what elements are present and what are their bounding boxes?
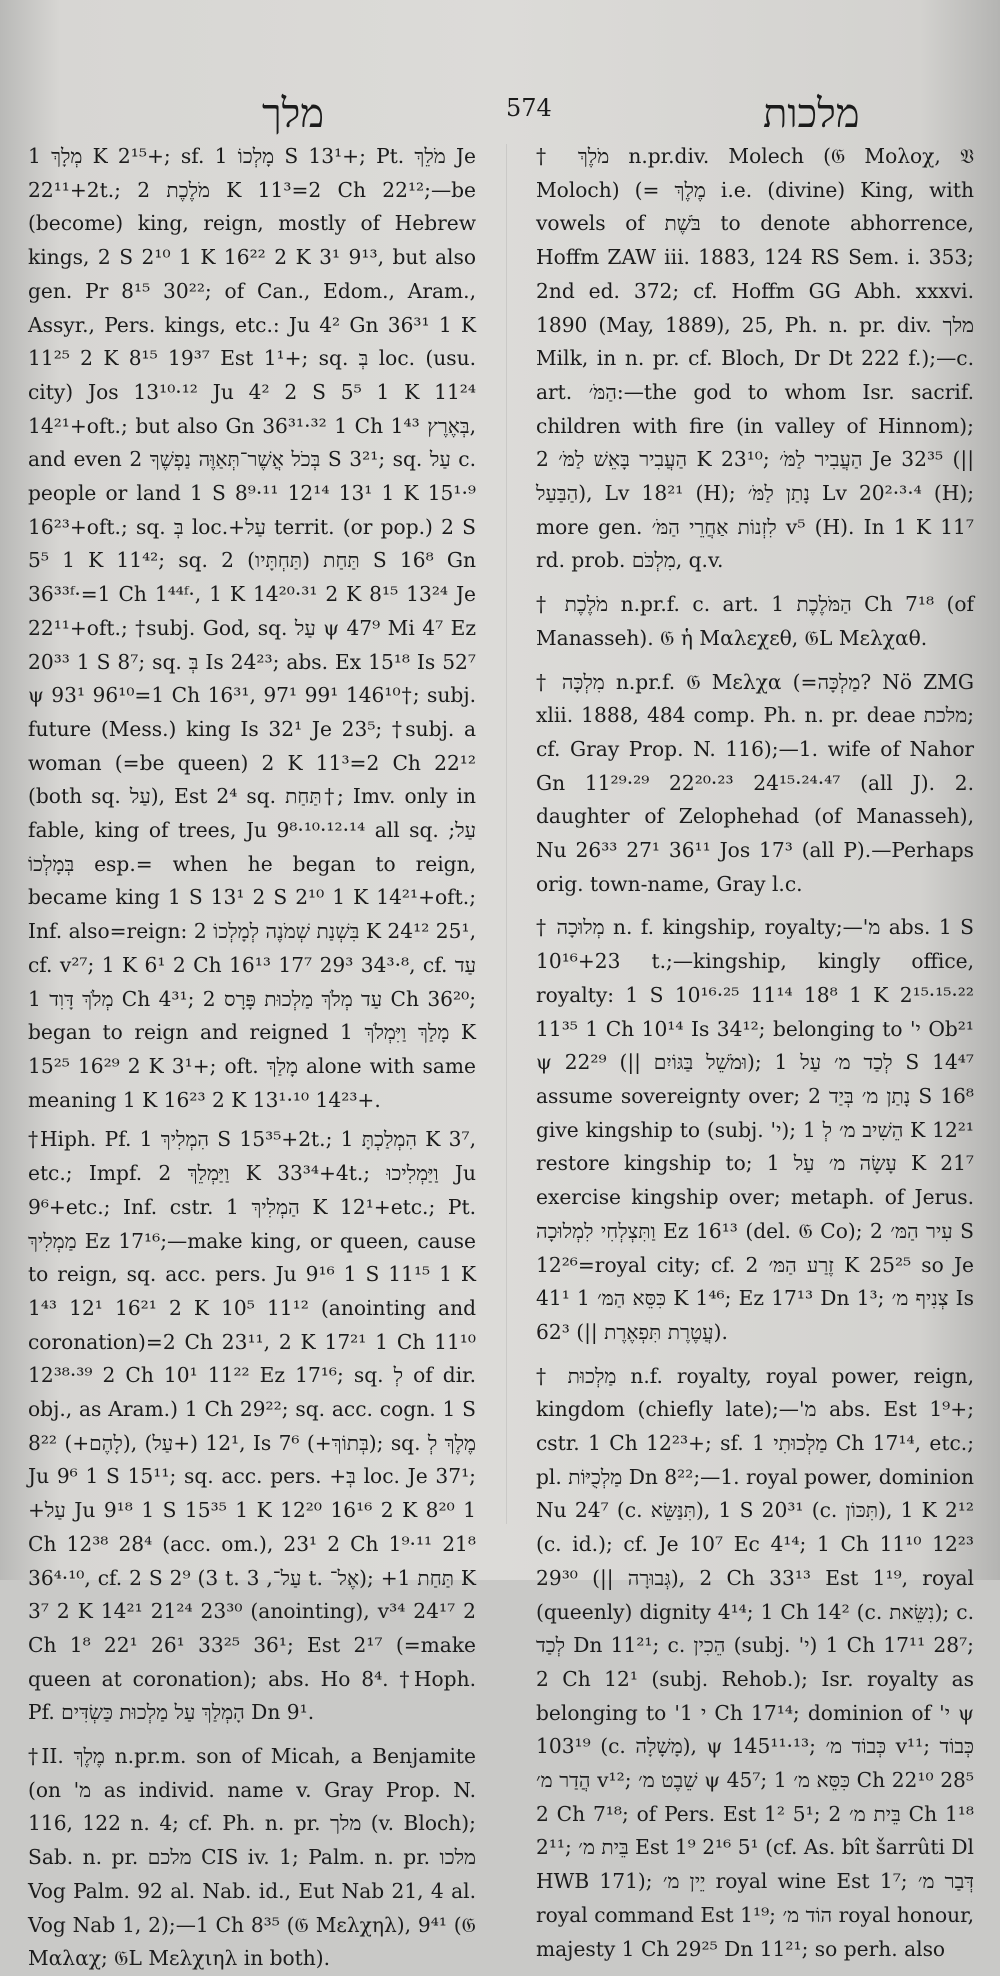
page-number: 574 <box>506 94 552 122</box>
entry-melek-pr-m: †II. מֶלֶךְ n.pr.m. son of Micah, a Benjamite (on 'מ as individ. name v. Gray Prop. N. 116, 122 n. 4; cf. Ph. n. pr. מלך (v. Bloch); Sab. n. pr. מלכם CIS iv. 1; Palm. n. pr. מלכו Vog Palm. 92 al. Nab. id., Eut Nab 21, 4 al. Vog Nab 1, 2);—1 Ch 8³⁵ (𝔊 Μελχηλ), 9⁴¹ (𝔊 Μαλαχ; 𝔊L Μελχιηλ in both). <box>28 1744 476 1971</box>
right-header-word: מלכות <box>763 91 860 137</box>
dictionary-page <box>28 24 976 1971</box>
entry-milkah: † מִלְכָּה n.pr.f. 𝔊 Μελχα (=מַלְכָּה? Nö ZMG xlii. 1888, 484 comp. Ph. n. pr. deae מלכת; cf. Gray Prop. N. 116);—1. wife of Nahor Gn 11²⁹·²⁹ 22²⁰·²³ 24¹⁵·²⁴·⁴⁷ (all J). 2. daughter of Zelophehad (of Manasseh), Nu 26³³ 27¹ 36¹¹ Jos 17³ (all P).—Perhaps orig. town-name, Gray l.c. <box>536 669 974 896</box>
entry-meluchah: † מְלוּכָה n. f. kingship, royalty;—'מ abs. 1 S 10¹⁶+23 t.;—kingship, kingly office, royalty: 1 S 10¹⁶·²⁵ 11¹⁴ 18⁸ 1 K 2¹⁵·¹⁵·²² 11³⁵ 1 Ch 10¹⁴ Is 34¹²; belonging to 'י Ob²¹ ψ 22²⁹ (|| וּמֹשֵׁל בַּגּוֹיִם); לְכַד מ׳ עַל 1 S 14⁴⁷ assume sovereignty over; נָתַן מ׳ בְּיַד 2 S 16⁸ give kingship to (subj. 'י); הֵשִׁיב מ׳ לְ 1 K 12²¹ restore kingship to; עָשָׂה מ׳ עַל 1 K 21⁷ exercise kingship over; metaph. of Jerus. וַתִּצְלְחִי לִמְלוּכָה Ez 16¹³ (del. 𝔊 Co); עִיר הַמּ׳ 2 S 12²⁶=royal city; cf. זֶרַע הַמּ׳ 2 K 25²⁵ so Je 41¹ כִּסֵּא הַמּ׳ 1 K 1⁴⁶; Ez 17¹³ Dn 1³; צְנִיף מ׳ Is 62³ (|| עֲטֶרֶת תִּפְאֶרֶת). <box>536 915 975 1344</box>
entry-molech: † מֹלֶךְ n.pr.div. Molech (𝔊 Μολοχ, 𝔙 Moloch) (= מֶלֶךְ i.e. (divine) King, with vowels of בֹּשֶׁת to denote abhorrence, Hoffm ZAW iii. 1883, 124 RS Sem. i. 353; 2nd ed. 372; cf. Hoffm GG Abh. xxxvi. 1890 (May, 1889), 25, Ph. n. pr. div. מלך Milk, in n. pr. cf. Bloch, Dr Dt 222 f.);—c. art. הַמֹּ׳:—the god to whom Isr. sacrif. children with fire (in valley of Hinnom); הַעֲבִיר בָּאֵשׁ לַמֹּ׳ 2 K 23¹⁰; הַעֲבִיר לַמֹּ׳ Je 32³⁵ (|| הַבַּעַל), Lv 18²¹ (H); נָתַן לַמֹּ׳ Lv 20²·³·⁴ (H); more gen. לִזְנוֹת אַחֲרֵי הַמֹּ׳ v⁵ (H). In 1 K 11⁷ rd. prob. מִלְכֹּם, q.v. <box>536 144 975 573</box>
column-divider <box>506 144 507 1524</box>
entry-malak-hiphil-hophal: †Hiph. Pf. הִמְלִיךְ 1 S 15³⁵+2t.; הִמְלַכְתָּ 1 K 3⁷, etc.; Impf. וַיַּמְלֵךְ 2 K 33³⁴+4t.; וַיַּמְלִיכוּ Ju 9⁶+etc.; Inf. cstr. הַמְלִיךְ 1 K 12¹+etc.; Pt. מַמְלִיךְ Ez 17¹⁶;—make king, or queen, cause to reign, sq. acc. pers. Ju 9¹⁶ 1 S 11¹⁵ 1 K 1⁴³ 12¹ 16²¹ 2 K 10⁵ 11¹² (anointing and coronation)=2 Ch 23¹¹, 2 K 17²¹ 1 Ch 11¹⁰ 12³⁸·³⁹ 2 Ch 10¹ 11²² Ez 17¹⁶; sq. לְ of dir. obj., as Aram.) 1 Ch 29²²; sq. acc. cogn. 1 S 8²² (+לָהֶם), 12¹ (+עַל), Is 7⁶ (+בְּתוֹךְ); sq. מֶלֶךְ לְ Ju 9⁶ 1 S 15¹¹; sq. acc. pers. +בְּ loc. Je 37¹; +עַל Ju 9¹⁸ 1 S 15³⁵ 1 K 12²⁰ 16¹⁶ 2 K 8²⁰ 1 Ch 12³⁸ 28⁴ (acc. om.), 23¹ 2 Ch 1⁹·¹¹ 21⁸ 36⁴·¹⁰, cf. 2 S 2⁹ (3 t. עַל־, 3 t. אֶל־); +תַּחַת 1 K 3⁷ 2 K 14²¹ 21²⁴ 23³⁰ (anointing), v³⁴ 24¹⁷ 2 Ch 1⁸ 22¹ 26¹ 33²⁵ 36¹; Est 2¹⁷ (=make queen at coronation); abs. Ho 8⁴. †Hoph. Pf. הָמְלַךְ עַל מַלְכוּת כַּשְׂדִּים Dn 9¹. <box>28 1127 477 1725</box>
entry-molecheth: † מֹלֶכֶת n.pr.f. c. art. הַמֹּלֶכֶת 1 Ch 7¹⁸ (of Manasseh). 𝔊 ἡ Μαλεχεθ, 𝔊L Μελχαθ. <box>536 592 974 650</box>
entry-malak-qal-continued: מְלָךְ 1 K 2¹⁵+; sf. מָלְכוֹ 1 S 13¹+; Pt. מֹלֵךְ Je 22¹¹+2t.; מֹלֶכֶת 2 K 11³=2 Ch 22¹²;—be (become) king, reign, mostly of Hebrew kings, 2 S 2¹⁰ 1 K 16²² 2 K 3¹ 9¹³, but also gen. Pr 8¹⁵ 30²²; of Can., Edom., Aram., Assyr., Pers. kings, etc.: Ju 4² Gn 36³¹ 1 K 11²⁵ 2 K 8¹⁵ 19³⁷ Est 1¹+; sq. בְּ loc. (usu. city) Jos 13¹⁰·¹² Ju 4² 2 S 5⁵ 1 K 11²⁴ 14²¹+oft.; but also Gn 36³¹·³² 1 Ch 1⁴³ בְּאֶרֶץ, and even בְּכֹל אֲשֶׁר־תְּאַוֶּה נַפְשֶׁךָ 2 S 3²¹; sq. עַל c. people or land 1 S 8⁹·¹¹ 12¹⁴ 13¹ 1 K 15¹·⁹ 16²³+oft.; sq. בְּ loc.+עַל territ. (or pop.) 2 S 5⁵ 1 K 11⁴²; sq. תַּחַת (תַּחְתָּיו) 2 S 16⁸ Gn 36³³ᶠ·=1 Ch 1⁴⁴ᶠ·, 1 K 14²⁰·³¹ 2 K 8¹⁵ 13²⁴ Je 22¹¹+oft.; †subj. God, sq. עַל ψ 47⁹ Mi 4⁷ Ez 20³³ 1 S 8⁷; sq. בְּ Is 24²³; abs. Ex 15¹⁸ Is 52⁷ ψ 93¹ 96¹⁰=1 Ch 16³¹, 97¹ 99¹ 146¹⁰†; subj. future (Mess.) king Is 32¹ Je 23⁵; †subj. a woman (=be queen) 2 K 11³=2 Ch 22¹² (both sq. עַל), Est 2⁴ sq. תַּחַת†; Imv. only in fable, king of trees, Ju 9⁸·¹⁰·¹²·¹⁴ all sq. עַל; בְּמָלְכוֹ esp.= when he began to reign, became king 1 S 13¹ 2 S 2¹⁰ 1 K 14²¹+oft.; Inf. also=reign: בִּשְׁנַת שְׁמֹנֶה לְמָלְכוֹ 2 K 24¹² 25¹, cf. v²⁷; 1 K 6¹ 2 Ch 16¹³ 17⁷ 29³ 34³·⁸, cf. עַד מְלֹךְ דָּוִד 1 Ch 4³¹; עַד מְלֹךְ מַלְכוּת פָּרָס 2 Ch 36²⁰; began to reign and reigned מָלַךְ וַיִּמְלֹךְ 1 K 15²⁵ 16²⁹ 2 K 3¹+; oft. מָלַךְ alone with same meaning 1 K 16²³ 2 K 13¹·¹⁰ 14²³+. <box>28 144 477 1112</box>
left-column <box>28 140 477 1971</box>
right-column <box>536 140 975 1961</box>
left-header-word: מלך <box>262 91 325 137</box>
entry-malkuth: † מַלְכוּת n.f. royalty, royal power, reign, kingdom (chiefly late);—'מ abs. Est 1⁹+; cstr. 1 Ch 12²³+; sf. מַלְכוּתִי 1 Ch 17¹⁴, etc.; pl. מַלְכֻיּוֹת Dn 8²²;—1. royal power, dominion Nu 24⁷ (c. תִּנַּשֵּׂא), 1 S 20³¹ (c. תִּכּוֹן), 1 K 2¹² (c. id.); cf. Je 10⁷ Ec 4¹⁴; 1 Ch 11¹⁰ 12²³ 29³⁰ (|| גְּבוּרָה), 2 Ch 33¹³ Est 1¹⁹, royal (queenly) dignity 4¹⁴; 1 Ch 14² (c. נִשֵּׂאת); c. לְכַד Dn 11²¹; c. הֵכִין (subj. 'י) 1 Ch 17¹¹ 28⁷; 2 Ch 12¹ (subj. Rehob.); Isr. royalty as belonging to 'י 1 Ch 17¹⁴; dominion of 'י ψ 103¹⁹ (c. מָשָׁלָה), ψ 145¹¹·¹³; כְּבוֹד מ׳ v¹¹; כְּבוֹד הֲדַר מ׳ v¹²; שֵׁבֶט מ׳ ψ 45⁷; כִּסֵּא מ׳ 1 Ch 22¹⁰ 28⁵ 2 Ch 7¹⁸; of Pers. Est 1² 5¹; בֵּית מ׳ 2 Ch 1¹⁸ 2¹¹; בֵּית מ׳ Est 1⁹ 2¹⁶ 5¹ (cf. As. bît šarrûti Dl HWB 171); יֵין מ׳ royal wine Est 1⁷; דְּבַר מ׳ royal command Est 1¹⁹; הוֹד מ׳ royal honour, majesty 1 Ch 29²⁵ Dn 11²¹; so perh. also <box>536 1363 975 1961</box>
